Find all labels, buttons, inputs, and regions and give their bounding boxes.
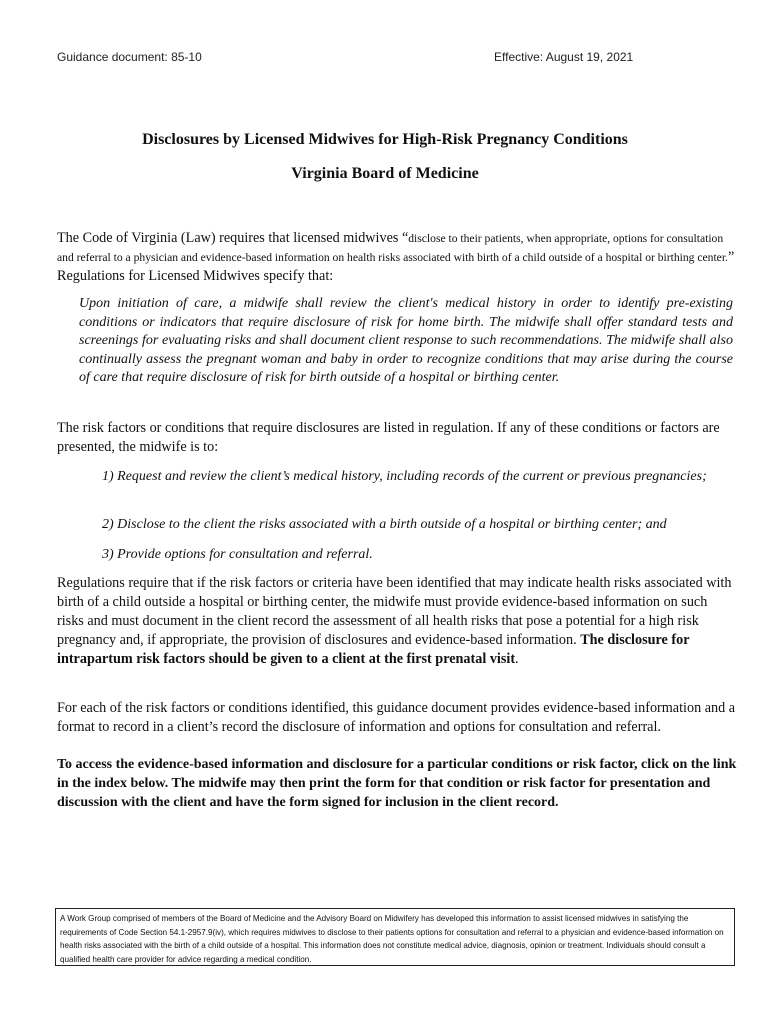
intro-paragraph [57,229,737,286]
regulation-quote: Upon initiation of care, a midwife shall review the client's medical history in order to identify pre-existing conditions or indicators that require disclosure of risk for home birth. The midwife shall offer standard tests and screenings for evaluating risks and shall document client response to such recommendations. The midwife shall also continually assess the pregnant woman and baby in order to recognize conditions that may arise during the course of care that require disclosure of risk for birth outside of a hospital or birthing center. [79,296,733,385]
intro-quoted-law: disclose to their patients, when appropriate, options for consultation and referral to a physician and evidence-based information on health risks associated with birth of a child outside of a hospital or birthing center. [57,232,728,264]
effective-date: Effective: August 19, 2021 [494,50,634,64]
regulations-text: Regulations require that if the risk factors or criteria have been identified that may indicate health risks associated with birth of a child outside a hospital or birthing center, the midwife must provide evidence-based information on such risks and must document in the client record the assessment of all health risks that pose a potential for a high risk pregnancy and, if appropriate, the provision of disclosures and evidence-based information. [57,575,732,648]
disclaimer-footnote: A Work Group comprised of members of the Board of Medicine and the Advisory Board on Midwifery has developed this information to assist licensed midwives in satisfying the requirements of Code Section 54.1-2957.9(iv), which requires midwives to disclose to their patients options for consultation and referral to a physician and evidence-based information on health risks associated with the birth of a child outside of a hospital. This information does not constitute medical advice, diagnosis, opinion or treatment. Individuals should consult a qualified health care provider for advice regarding a medical condition. [55,908,735,966]
guidance-number: Guidance document: 85-10 [57,50,202,64]
risk-factors-paragraph: The risk factors or conditions that require disclosures are listed in regulation. If any of these conditions or factors are presented, the midwife is to: [57,420,720,455]
intro-lead: The Code of Virginia (Law) requires that licensed midwives “ [57,230,409,246]
guidance-paragraph: For each of the risk factors or conditions identified, this guidance document provides evidence-based information and a format to record in a client’s record the disclosure of information and options for consultation and referral. [57,700,736,735]
regulations-end: . [515,651,519,667]
regulations-paragraph [57,574,737,669]
document-title: Disclosures by Licensed Midwives for High-Risk Pregnancy Conditions [142,131,628,148]
intro-tail: ” Regulations for Licensed Midwives specify that: [57,249,735,284]
step-item-2: 2) Disclose to the client the risks associated with a birth outside of a hospital or birthing center; and [102,517,667,532]
access-instructions: To access the evidence-based information and disclosure for a particular conditions or risk factor, click on the link in the index below. The midwife may then print the form for that condition or risk factor for presentation and discussion with the client and have the form signed for inclusion in the client record. [57,757,737,810]
step-item-3: 3) Provide options for consultation and referral. [102,547,373,562]
step-item-1: 1) Request and review the client’s medical history, including records of the current or previous pregnancies; [102,469,707,484]
document-subtitle: Virginia Board of Medicine [291,165,479,182]
regulations-bold-text: The disclosure for intrapartum risk factors should be given to a client at the first prenatal visit [57,632,690,667]
